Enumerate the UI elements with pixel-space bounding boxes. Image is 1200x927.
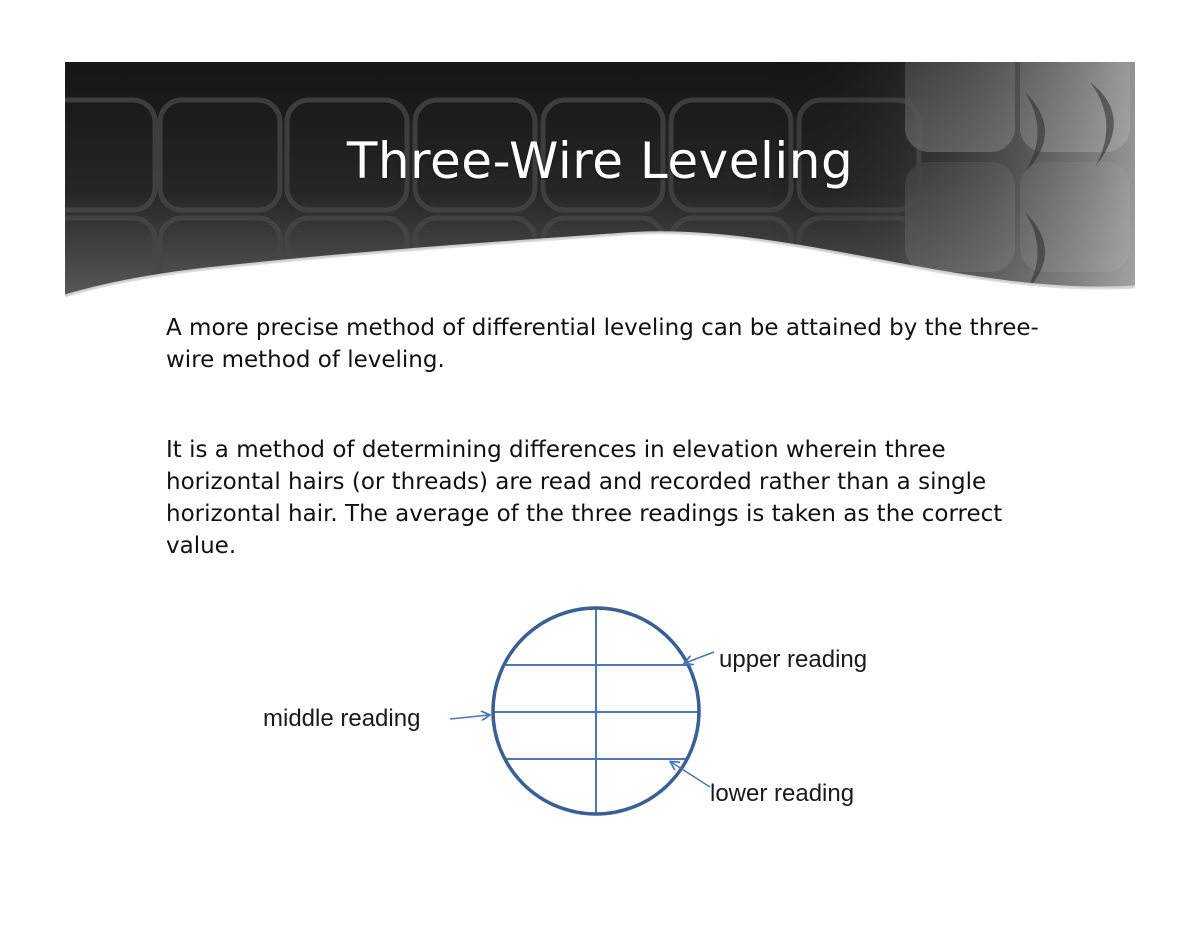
three-wire-diagram [250, 595, 930, 830]
middle-reading-arrow [450, 715, 489, 719]
definition-paragraph: It is a method of determining differences in elevation wherein three horizontal hairs (or threads) are read and recorded rather than a single horizontal hair. The average of the three readings is taken as the correct value. [166, 437, 1003, 559]
intro-paragraph: A more precise method of differential leveling can be attained by the three-wire method of leveling. [166, 315, 1039, 373]
reticle [493, 608, 699, 814]
upper-reading-arrow [685, 652, 714, 663]
upper-reading-label: upper reading [719, 646, 868, 673]
middle-reading-label: middle reading [263, 705, 421, 732]
lower-reading-label: lower reading [710, 780, 855, 807]
slide-title: Three-Wire Leveling [346, 132, 854, 190]
